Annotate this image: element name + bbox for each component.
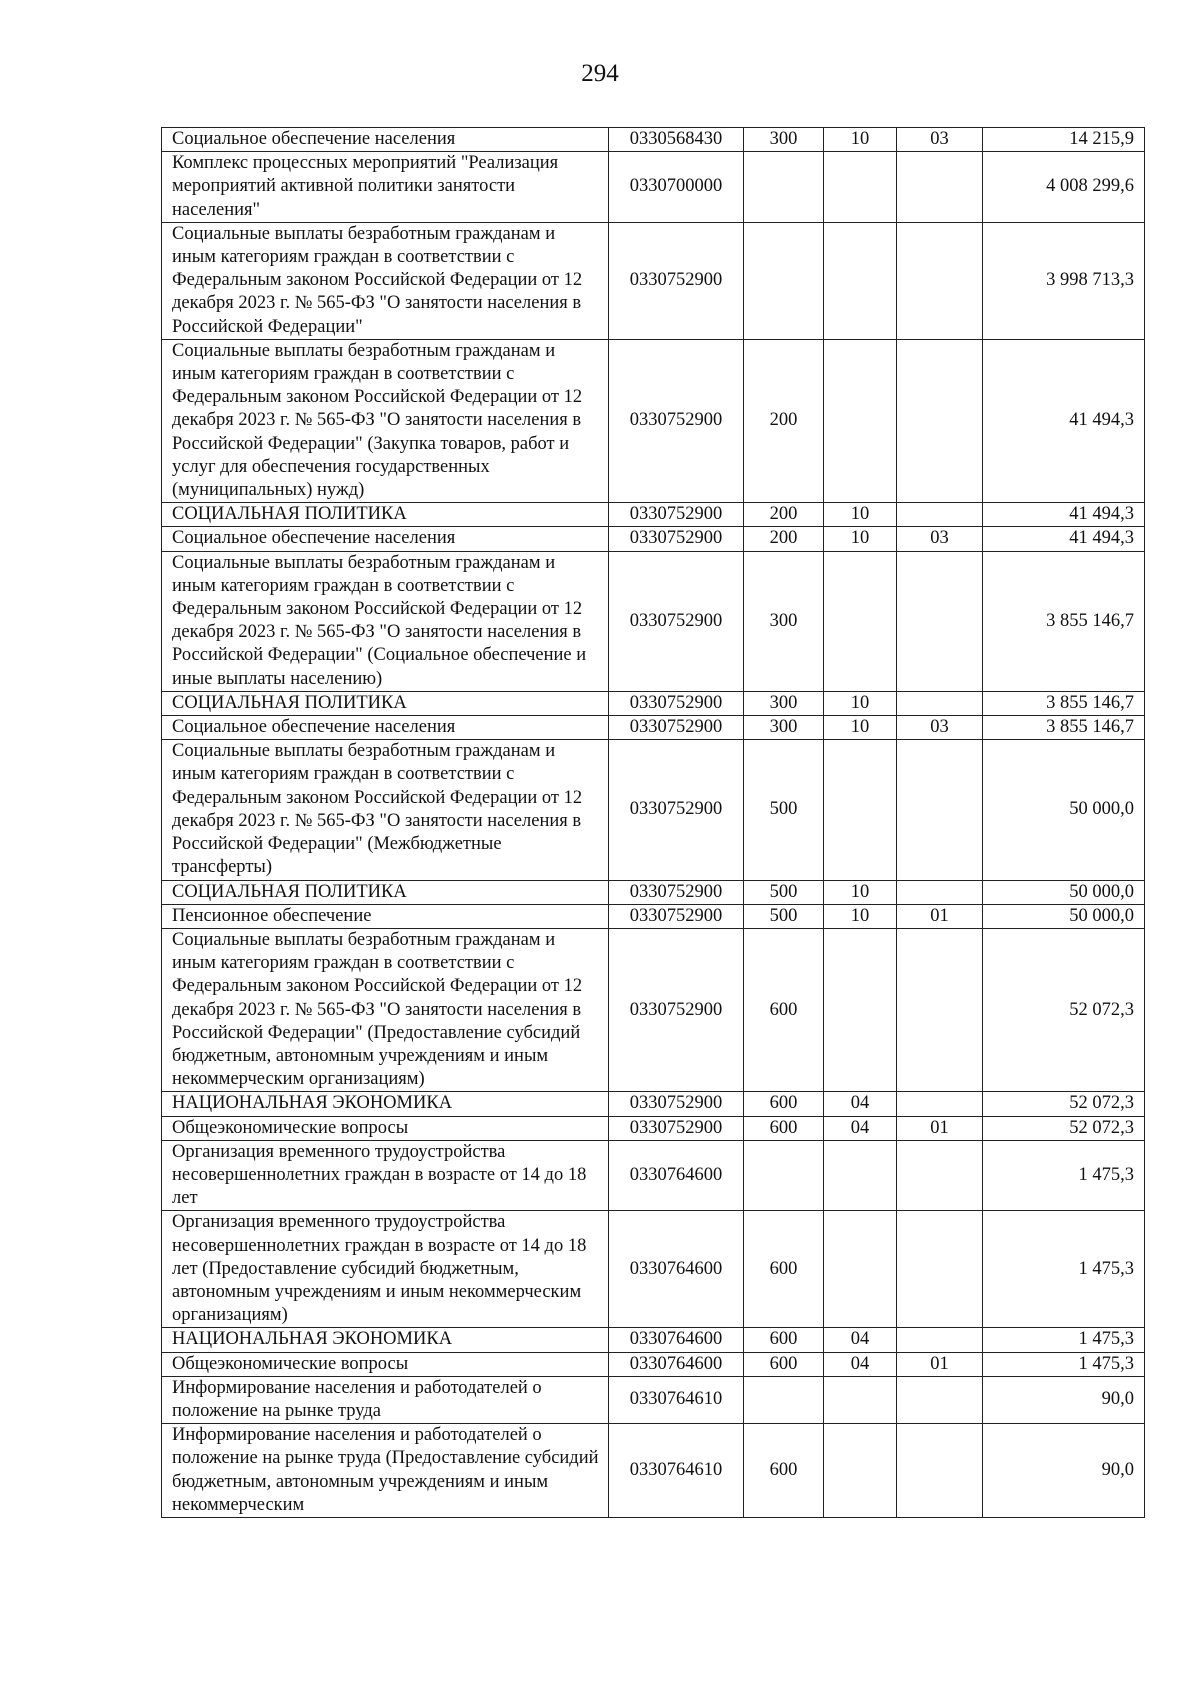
- table-row: [162, 691, 1145, 715]
- amount-cell: 1 475,3: [983, 1352, 1145, 1376]
- section-cell: 10: [824, 128, 897, 152]
- amount-cell: 3 855 146,7: [983, 551, 1145, 691]
- table-row: [162, 128, 1145, 152]
- subsection-cell: 03: [897, 527, 983, 551]
- amount-cell: 4 008 299,6: [983, 152, 1145, 223]
- target-article-cell: 0330700000: [609, 152, 744, 223]
- row-name-cell: НАЦИОНАЛЬНАЯ ЭКОНОМИКА: [162, 1328, 609, 1352]
- expense-type-cell: 600: [744, 1424, 824, 1518]
- expense-type-cell: 500: [744, 904, 824, 928]
- subsection-cell: 01: [897, 1352, 983, 1376]
- table-row: [162, 152, 1145, 223]
- subsection-cell: [897, 503, 983, 527]
- section-cell: 10: [824, 691, 897, 715]
- row-name-cell: Информирование населения и работодателей о положение на рынке труда: [162, 1376, 609, 1423]
- row-name-cell: СОЦИАЛЬНАЯ ПОЛИТИКА: [162, 503, 609, 527]
- row-name-cell: Социальные выплаты безработным гражданам и иным категориям граждан в соответствии с Федеральным законом Российской Федерации от 12 декабря 2023 г. № 565-ФЗ "О занятости населения в Российской Федерации" (Социальное обеспечение и иные выплаты населению): [162, 551, 609, 691]
- section-cell: [824, 1211, 897, 1328]
- amount-cell: 52 072,3: [983, 1116, 1145, 1140]
- subsection-cell: [897, 1376, 983, 1423]
- section-cell: [824, 1376, 897, 1423]
- amount-cell: 52 072,3: [983, 1092, 1145, 1116]
- row-name-cell: НАЦИОНАЛЬНАЯ ЭКОНОМИКА: [162, 1092, 609, 1116]
- budget-table: [161, 127, 1145, 1518]
- section-cell: 10: [824, 503, 897, 527]
- subsection-cell: 03: [897, 128, 983, 152]
- expense-type-cell: [744, 152, 824, 223]
- row-name-cell: Пенсионное обеспечение: [162, 904, 609, 928]
- expense-type-cell: 500: [744, 740, 824, 880]
- page-number: 294: [581, 60, 619, 87]
- table-row: [162, 928, 1145, 1091]
- subsection-cell: [897, 339, 983, 502]
- amount-cell: 14 215,9: [983, 128, 1145, 152]
- table-row: [162, 1376, 1145, 1423]
- table-row: [162, 1116, 1145, 1140]
- row-name-cell: Социальные выплаты безработным гражданам и иным категориям граждан в соответствии с Федеральным законом Российской Федерации от 12 декабря 2023 г. № 565-ФЗ "О занятости населения в Российской Федерации": [162, 222, 609, 339]
- expense-type-cell: 300: [744, 551, 824, 691]
- table-row: [162, 904, 1145, 928]
- target-article-cell: 0330752900: [609, 339, 744, 502]
- amount-cell: 1 475,3: [983, 1328, 1145, 1352]
- amount-cell: 50 000,0: [983, 740, 1145, 880]
- table-row: [162, 1140, 1145, 1211]
- section-cell: 10: [824, 527, 897, 551]
- table-row: [162, 1211, 1145, 1328]
- subsection-cell: 01: [897, 904, 983, 928]
- section-cell: [824, 740, 897, 880]
- expense-type-cell: 300: [744, 716, 824, 740]
- expense-type-cell: 600: [744, 1211, 824, 1328]
- subsection-cell: [897, 1092, 983, 1116]
- amount-cell: 90,0: [983, 1424, 1145, 1518]
- row-name-cell: Организация временного трудоустройства несовершеннолетних граждан в возрасте от 14 до 18 лет (Предоставление субсидий бюджетным, автономным учреждениям и иным некоммерческим организациям): [162, 1211, 609, 1328]
- row-name-cell: Социальное обеспечение населения: [162, 527, 609, 551]
- expense-type-cell: 600: [744, 1328, 824, 1352]
- section-cell: [824, 152, 897, 223]
- target-article-cell: 0330752900: [609, 527, 744, 551]
- section-cell: [824, 339, 897, 502]
- target-article-cell: 0330764600: [609, 1328, 744, 1352]
- row-name-cell: Комплекс процессных мероприятий "Реализация мероприятий активной политики занятости населения": [162, 152, 609, 223]
- budget-table-body: [162, 128, 1145, 1518]
- section-cell: [824, 551, 897, 691]
- target-article-cell: 0330764600: [609, 1352, 744, 1376]
- subsection-cell: [897, 691, 983, 715]
- amount-cell: 3 998 713,3: [983, 222, 1145, 339]
- row-name-cell: Социальное обеспечение населения: [162, 128, 609, 152]
- expense-type-cell: 500: [744, 880, 824, 904]
- section-cell: 04: [824, 1116, 897, 1140]
- amount-cell: 3 855 146,7: [983, 716, 1145, 740]
- subsection-cell: 03: [897, 716, 983, 740]
- row-name-cell: Общеэкономические вопросы: [162, 1352, 609, 1376]
- row-name-cell: Социальные выплаты безработным гражданам и иным категориям граждан в соответствии с Федеральным законом Российской Федерации от 12 декабря 2023 г. № 565-ФЗ "О занятости населения в Российской Федерации" (Межбюджетные трансферты): [162, 740, 609, 880]
- section-cell: 04: [824, 1328, 897, 1352]
- subsection-cell: 01: [897, 1116, 983, 1140]
- table-row: [162, 551, 1145, 691]
- target-article-cell: 0330568430: [609, 128, 744, 152]
- table-row: [162, 339, 1145, 502]
- target-article-cell: 0330752900: [609, 691, 744, 715]
- table-row: [162, 222, 1145, 339]
- expense-type-cell: 300: [744, 128, 824, 152]
- row-name-cell: СОЦИАЛЬНАЯ ПОЛИТИКА: [162, 691, 609, 715]
- table-row: [162, 880, 1145, 904]
- target-article-cell: 0330752900: [609, 716, 744, 740]
- row-name-cell: Социальные выплаты безработным гражданам и иным категориям граждан в соответствии с Федеральным законом Российской Федерации от 12 декабря 2023 г. № 565-ФЗ "О занятости населения в Российской Федерации" (Предоставление субсидий бюджетным, автономным учреждениям и иным некоммерческим организациям): [162, 928, 609, 1091]
- section-cell: 04: [824, 1352, 897, 1376]
- subsection-cell: [897, 152, 983, 223]
- amount-cell: 50 000,0: [983, 904, 1145, 928]
- expense-type-cell: 600: [744, 1092, 824, 1116]
- subsection-cell: [897, 1328, 983, 1352]
- target-article-cell: 0330752900: [609, 740, 744, 880]
- target-article-cell: 0330752900: [609, 904, 744, 928]
- expense-type-cell: 200: [744, 503, 824, 527]
- table-row: [162, 1092, 1145, 1116]
- subsection-cell: [897, 880, 983, 904]
- subsection-cell: [897, 740, 983, 880]
- section-cell: [824, 1424, 897, 1518]
- row-name-cell: Информирование населения и работодателей о положение на рынке труда (Предоставление субсидий бюджетным, автономным учреждениям и иным некоммерческим: [162, 1424, 609, 1518]
- section-cell: [824, 928, 897, 1091]
- expense-type-cell: 600: [744, 928, 824, 1091]
- amount-cell: 1 475,3: [983, 1140, 1145, 1211]
- target-article-cell: 0330764600: [609, 1211, 744, 1328]
- expense-type-cell: 300: [744, 691, 824, 715]
- subsection-cell: [897, 222, 983, 339]
- target-article-cell: 0330764610: [609, 1376, 744, 1423]
- target-article-cell: 0330752900: [609, 551, 744, 691]
- table-row: [162, 716, 1145, 740]
- subsection-cell: [897, 551, 983, 691]
- section-cell: 10: [824, 880, 897, 904]
- row-name-cell: СОЦИАЛЬНАЯ ПОЛИТИКА: [162, 880, 609, 904]
- target-article-cell: 0330764610: [609, 1424, 744, 1518]
- section-cell: 10: [824, 904, 897, 928]
- amount-cell: 41 494,3: [983, 339, 1145, 502]
- section-cell: 10: [824, 716, 897, 740]
- target-article-cell: 0330752900: [609, 503, 744, 527]
- expense-type-cell: [744, 1376, 824, 1423]
- amount-cell: 50 000,0: [983, 880, 1145, 904]
- amount-cell: 52 072,3: [983, 928, 1145, 1091]
- subsection-cell: [897, 928, 983, 1091]
- expense-type-cell: 200: [744, 339, 824, 502]
- expense-type-cell: 600: [744, 1352, 824, 1376]
- subsection-cell: [897, 1211, 983, 1328]
- target-article-cell: 0330752900: [609, 1116, 744, 1140]
- row-name-cell: Социальные выплаты безработным гражданам и иным категориям граждан в соответствии с Федеральным законом Российской Федерации от 12 декабря 2023 г. № 565-ФЗ "О занятости населения в Российской Федерации" (Закупка товаров, работ и услуг для обеспечения государственных (муниципальных) нужд): [162, 339, 609, 502]
- table-row: [162, 1424, 1145, 1518]
- table-row: [162, 1352, 1145, 1376]
- subsection-cell: [897, 1424, 983, 1518]
- row-name-cell: Организация временного трудоустройства несовершеннолетних граждан в возрасте от 14 до 18 лет: [162, 1140, 609, 1211]
- target-article-cell: 0330752900: [609, 1092, 744, 1116]
- amount-cell: 41 494,3: [983, 503, 1145, 527]
- target-article-cell: 0330764600: [609, 1140, 744, 1211]
- table-row: [162, 740, 1145, 880]
- amount-cell: 1 475,3: [983, 1211, 1145, 1328]
- expense-type-cell: [744, 222, 824, 339]
- expense-type-cell: 600: [744, 1116, 824, 1140]
- target-article-cell: 0330752900: [609, 880, 744, 904]
- expense-type-cell: 200: [744, 527, 824, 551]
- section-cell: [824, 1140, 897, 1211]
- target-article-cell: 0330752900: [609, 928, 744, 1091]
- amount-cell: 3 855 146,7: [983, 691, 1145, 715]
- section-cell: 04: [824, 1092, 897, 1116]
- table-row: [162, 1328, 1145, 1352]
- row-name-cell: Социальное обеспечение населения: [162, 716, 609, 740]
- target-article-cell: 0330752900: [609, 222, 744, 339]
- amount-cell: 90,0: [983, 1376, 1145, 1423]
- section-cell: [824, 222, 897, 339]
- table-row: [162, 527, 1145, 551]
- amount-cell: 41 494,3: [983, 527, 1145, 551]
- subsection-cell: [897, 1140, 983, 1211]
- table-row: [162, 503, 1145, 527]
- expense-type-cell: [744, 1140, 824, 1211]
- row-name-cell: Общеэкономические вопросы: [162, 1116, 609, 1140]
